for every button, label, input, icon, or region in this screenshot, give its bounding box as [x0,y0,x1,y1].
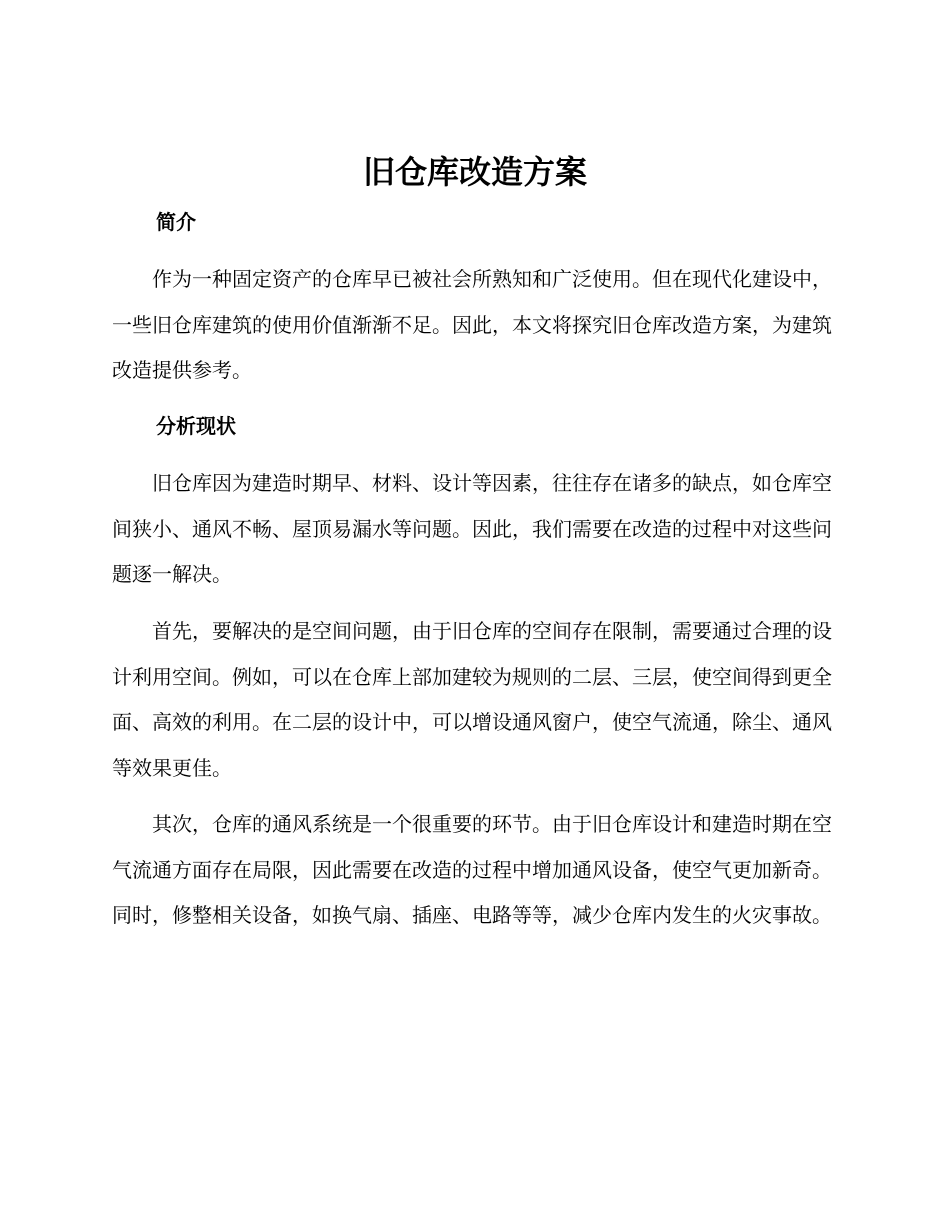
section-heading-analysis: 分析现状 [156,414,236,438]
paragraph-analysis-2: 首先，要解决的是空间问题，由于旧仓库的空间存在限制，需要通过合理的设计利用空间。例如，可以在仓库上部加建较为规则的二层、三层，使空间得到更全面、高效的利用。在二层的设计中，可以增设通风窗户，使空气流通，除尘、通风等效果更佳。 [112,619,832,780]
paragraph-intro: 作为一种固定资产的仓库早已被社会所熟知和广泛使用。但在现代化建设中，一些旧仓库建筑的使用价值渐渐不足。因此，本文将探究旧仓库改造方案，为建筑改造提供参考。 [112,267,832,382]
section-heading-intro: 简介 [156,210,196,234]
paragraph-analysis-3: 其次，仓库的通风系统是一个很重要的环节。由于旧仓库设计和建造时期在空气流通方面存在局限，因此需要在改造的过程中增加通风设备，使空气更加新奇。同时，修整相关设备，如换气扇、插座、电路等等，减少仓库内发生的火灾事故。 [112,812,832,927]
paragraph-analysis-1: 旧仓库因为建造时期早、材料、设计等因素，往往存在诸多的缺点，如仓库空间狭小、通风不畅、屋顶易漏水等问题。因此，我们需要在改造的过程中对这些问题逐一解决。 [112,471,832,586]
document-title: 旧仓库改造方案 [362,153,587,191]
